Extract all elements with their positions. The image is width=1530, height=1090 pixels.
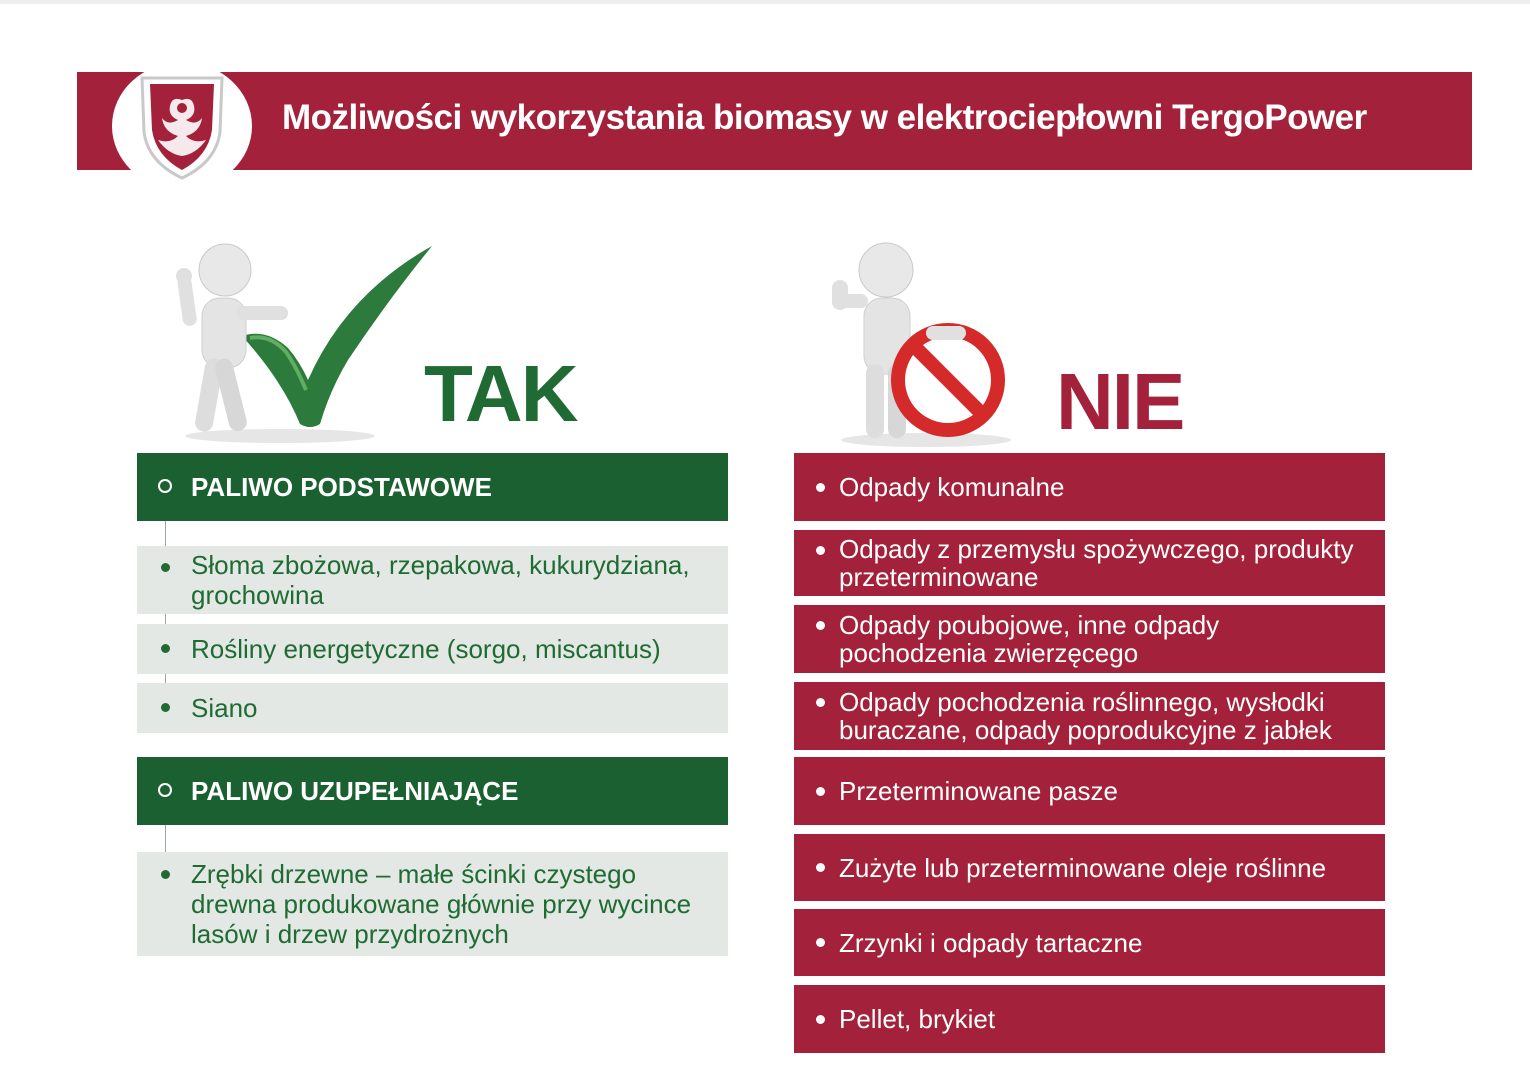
- bullet-icon: [816, 863, 825, 872]
- bullet-icon: [816, 938, 825, 947]
- bullet-icon: [161, 703, 170, 712]
- list-item-text: Odpady poubojowe, inne odpady pochodzenia zwierzęcego: [839, 610, 1220, 668]
- list-item-text: Słoma zbożowa, rzepakowa, kukurydziana, grochowina: [191, 550, 690, 610]
- section-heading-text: PALIWO UZUPEŁNIAJĄCE: [191, 775, 519, 806]
- list-item-text: Zrębki drzewne – małe ścinki czystego drewna produkowane głównie przy wycince lasów i drzew przydrożnych: [191, 859, 692, 949]
- circle-bullet-icon: [158, 783, 172, 797]
- circle-bullet-icon: [158, 479, 172, 493]
- list-item-text: Siano: [191, 693, 258, 723]
- list-item-text: Przeterminowane pasze: [839, 776, 1118, 806]
- section-heading-paliwo-podstawowe: [137, 453, 728, 521]
- bullet-icon: [816, 546, 825, 555]
- tak-label: TAK: [424, 349, 577, 438]
- section-heading-paliwo-uzupelniajace: [137, 757, 728, 825]
- phoenix-shield-logo-icon: [132, 70, 232, 182]
- list-item: [794, 909, 1385, 976]
- bullet-icon: [816, 621, 825, 630]
- nie-label: NIE: [1056, 357, 1184, 446]
- list-item-text: Rośliny energetyczne (sorgo, miscantus): [191, 634, 661, 664]
- list-item: [137, 546, 728, 614]
- figure-with-checkmark-icon: [170, 240, 445, 445]
- list-item: [137, 852, 728, 956]
- top-border: [0, 0, 1530, 4]
- list-item: [794, 453, 1385, 521]
- bullet-icon: [816, 1015, 825, 1024]
- list-item-text: Pellet, brykiet: [839, 1004, 996, 1034]
- list-item: [794, 834, 1385, 901]
- bullet-icon: [161, 644, 170, 653]
- bullet-icon: [161, 563, 170, 572]
- section-heading-text: PALIWO PODSTAWOWE: [191, 471, 492, 502]
- list-item-text: Odpady komunalne: [839, 472, 1065, 502]
- list-item: [794, 605, 1385, 673]
- list-item: [137, 624, 728, 674]
- list-item: [794, 757, 1385, 825]
- list-item: [137, 683, 728, 733]
- page-title: Możliwości wykorzystania biomasy w elektrociepłowni TergoPower: [282, 98, 1367, 137]
- bullet-icon: [816, 787, 825, 796]
- list-item: [794, 985, 1385, 1053]
- list-item: [794, 682, 1385, 750]
- list-item-text: Odpady pochodzenia roślinnego, wysłodki buraczane, odpady poprodukcyjne z jabłek: [839, 687, 1332, 745]
- list-item-text: Zużyte lub przeterminowane oleje roślinne: [839, 852, 1327, 883]
- bullet-icon: [161, 870, 170, 879]
- bullet-icon: [816, 698, 825, 707]
- figure-with-prohibition-sign-icon: [826, 240, 1016, 450]
- bullet-icon: [816, 483, 825, 492]
- list-item: [794, 530, 1385, 596]
- list-item-text: Odpady z przemysłu spożywczego, produkty przeterminowane: [839, 534, 1354, 592]
- list-item-text: Zrzynki i odpady tartaczne: [839, 927, 1143, 958]
